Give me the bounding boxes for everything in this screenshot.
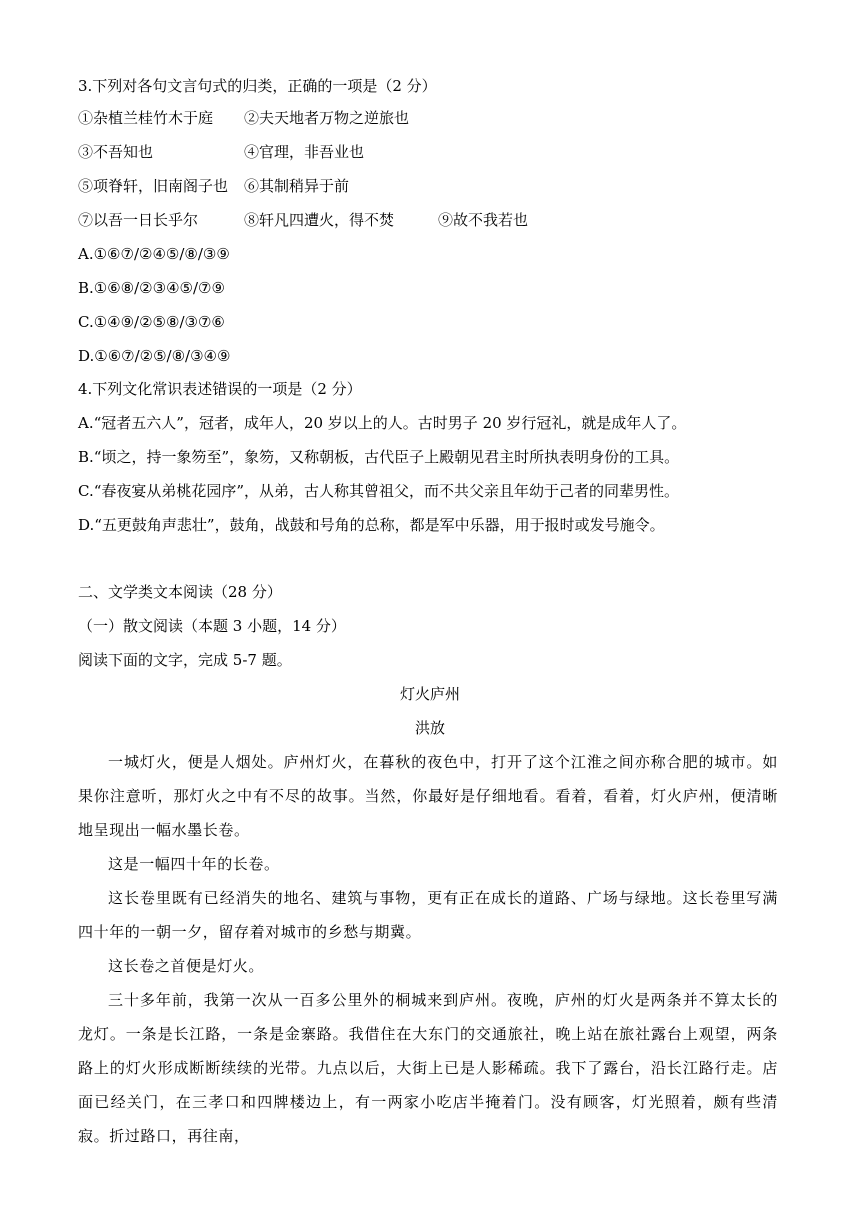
section-heading: 二、文学类文本阅读（28 分） <box>78 583 282 601</box>
question-3-stem: 3.下列对各句文言句式的归类，正确的一项是（2 分） <box>78 77 437 95</box>
sentence-8: ⑧轩凡四遭火，得不焚 <box>244 211 395 229</box>
question-4-option-d: D.“五更鼓角声悲壮”，鼓角，战鼓和号角的总称，都是军中乐器，用于报时或发号施令。 <box>78 516 665 534</box>
sentence-9: ⑨故不我若也 <box>438 211 529 229</box>
question-3-row-3 <box>78 176 350 196</box>
reading-instruction: 阅读下面的文字，完成 5-7 题。 <box>78 651 292 669</box>
question-3-option-a: A.①⑥⑦/②④⑤/⑧/③⑨ <box>78 245 230 263</box>
question-4-option-a: A.“冠者五六人”，冠者，成年人，20 岁以上的人。古时男子 20 岁行冠礼，就是成年人了。 <box>78 414 687 432</box>
question-3-row-1 <box>78 108 410 128</box>
sentence-3: ③不吾知也 <box>78 143 154 161</box>
sentence-4: ④官理，非吾业也 <box>244 143 365 161</box>
article-author: 洪放 <box>414 719 445 737</box>
sentence-6: ⑥其制稍异于前 <box>244 177 350 195</box>
article-paragraph-4: 这长卷之首便是灯火。 <box>108 957 265 975</box>
article-paragraph-3: 这长卷里既有已经消失的地名、建筑与事物，更有正在成长的道路、广场与绿地。这长卷里写满四十年的一朝一夕，留存着对城市的乡愁与期冀。 <box>78 889 778 941</box>
sentence-7: ⑦以吾一日长乎尔 <box>78 211 199 229</box>
section-subheading: （一）散文阅读（本题 3 小题，14 分） <box>78 617 346 635</box>
question-4-option-b: B.“顷之，持一象笏至”，象笏，又称朝板，古代臣子上殿朝见君主时所执表明身份的工具。 <box>78 448 680 466</box>
question-3-option-b: B.①⑥⑧/②③④⑤/⑦⑨ <box>78 279 225 297</box>
question-3-option-d: D.①⑥⑦/②⑤/⑧/③④⑨ <box>78 347 231 365</box>
article-paragraph-1: 一城灯火，便是人烟处。庐州灯火，在暮秋的夜色中，打开了这个江淮之间亦称合肥的城市。如果你注意听，那灯火之中有不尽的故事。当然，你最好是仔细地看。看着，看着，灯火庐州，便清晰地呈现出一幅水墨长卷。 <box>78 753 778 839</box>
sentence-1: ①杂植兰桂竹木于庭 <box>78 109 214 127</box>
question-3-row-4 <box>78 210 529 230</box>
article-paragraph-5: 三十多年前，我第一次从一百多公里外的桐城来到庐州。夜晚，庐州的灯火是两条并不算太长的龙灯。一条是长江路，一条是金寨路。我借住在大东门的交通旅社，晚上站在旅社露台上观望，两条路上的灯火形成断断续续的光带。九点以后，大街上已是人影稀疏。我下了露台，沿长江路行走。店面已经关门，在三孝口和四牌楼边上，有一两家小吃店半掩着门。没有顾客，灯光照着，颇有些清寂。折过路口，再往南， <box>78 991 778 1145</box>
sentence-2: ②夫天地者万物之逆旅也 <box>244 109 410 127</box>
article-title: 灯火庐州 <box>399 685 460 703</box>
question-4-stem: 4.下列文化常识表述错误的一项是（2 分） <box>78 380 362 398</box>
question-3-option-c: C.①④⑨/②⑤⑧/③⑦⑥ <box>78 313 225 331</box>
article-paragraph-2: 这是一幅四十年的长卷。 <box>108 855 280 873</box>
question-4-option-c: C.“春夜宴从弟桃花园序”，从弟，古人称其曾祖父，而不共父亲且年幼于己者的同辈男性。 <box>78 482 680 500</box>
sentence-5: ⑤项脊轩，旧南阁子也 <box>78 177 229 195</box>
question-3-row-2 <box>78 142 365 162</box>
